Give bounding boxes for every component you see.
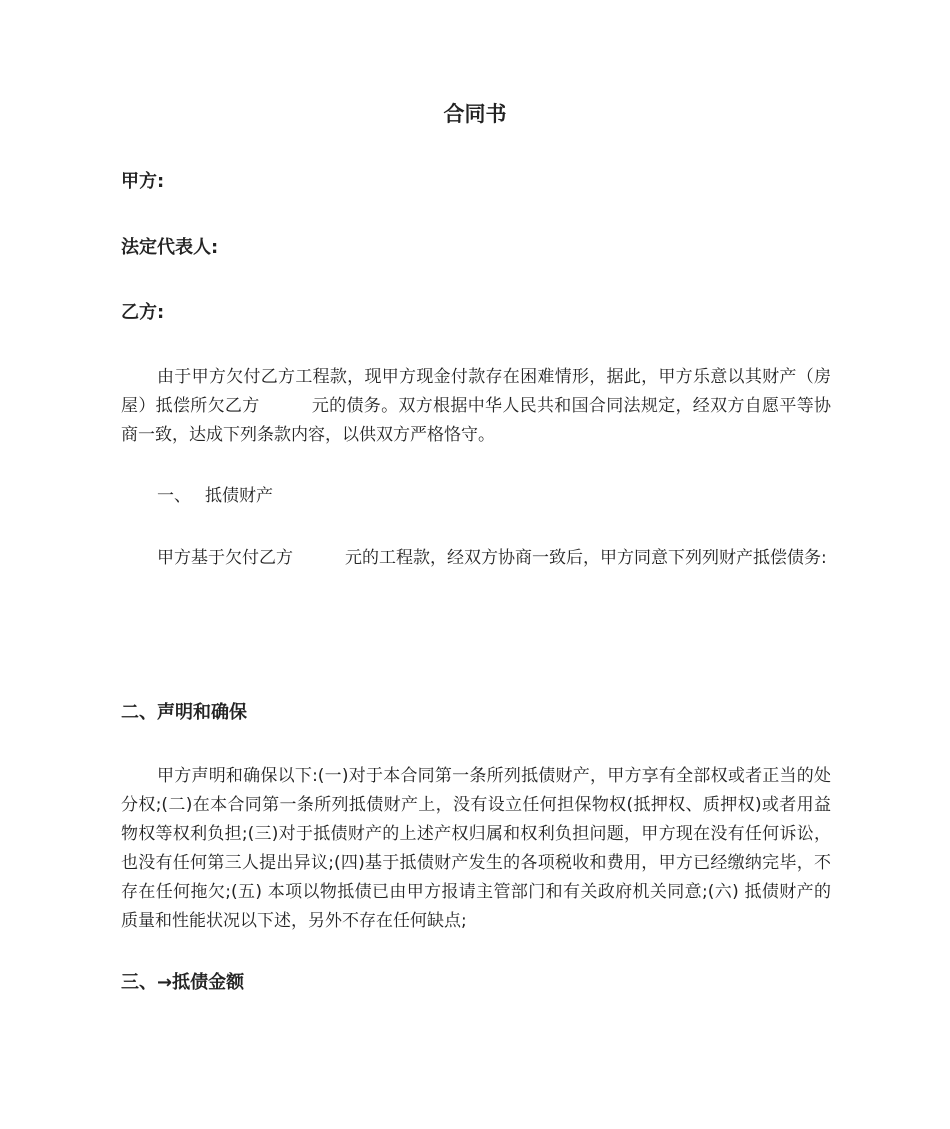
legal-representative-label: 法定代表人:	[121, 237, 219, 258]
section-1-body-part2: 元的工程款，经双方协商一致后，甲方同意下列列财产抵偿债务:	[345, 548, 827, 568]
party-a-label: 甲方:	[121, 171, 165, 192]
section-1-title: 抵债财产	[205, 486, 273, 506]
section-1-heading	[157, 482, 273, 510]
intro-paragraph	[121, 363, 831, 450]
section-1-body-part1: 甲方基于欠付乙方	[157, 548, 293, 568]
intro-text-part1: 由于甲方欠付乙方工程款，现甲方现金付款存在困难情形，据此，甲方乐意以其财产（房屋）抵偿所欠乙方	[121, 367, 831, 416]
section-2-heading: 二、声明和确保	[121, 702, 247, 723]
intro-text-part2: 元的债务。双方根据中华人民共和国合同法规定，经双方自愿平等协商一致，达成下列条款内容，以供双方严格恪守。	[121, 396, 832, 445]
section-2-body: 甲方声明和确保以下:(一)对于本合同第一条所列抵债财产，甲方享有全部权或者正当的处分权;(二)在本合同第一条所列抵债财产上，没有设立任何担保物权(抵押权、质押权)或者用益物权等权利负担;(三)对于抵债财产的上述产权归属和权利负担问题，甲方现在没有任何诉讼，也没有任何第三人提出异议;(四)基于抵债财产发生的各项税收和费用，甲方已经缴纳完毕，不存在任何拖欠;(五) 本项以物抵债已由甲方报请主管部门和有关政府机关同意;(六) 抵债财产的质量和性能状况以下述，另外不存在任何缺点;	[121, 766, 831, 931]
section-1-body	[121, 544, 831, 573]
section-1-number: 一、	[157, 486, 191, 506]
section-3-heading: 三、→抵债金额	[121, 972, 245, 993]
document-title: 合同书	[443, 102, 507, 126]
party-b-label: 乙方:	[121, 302, 165, 323]
